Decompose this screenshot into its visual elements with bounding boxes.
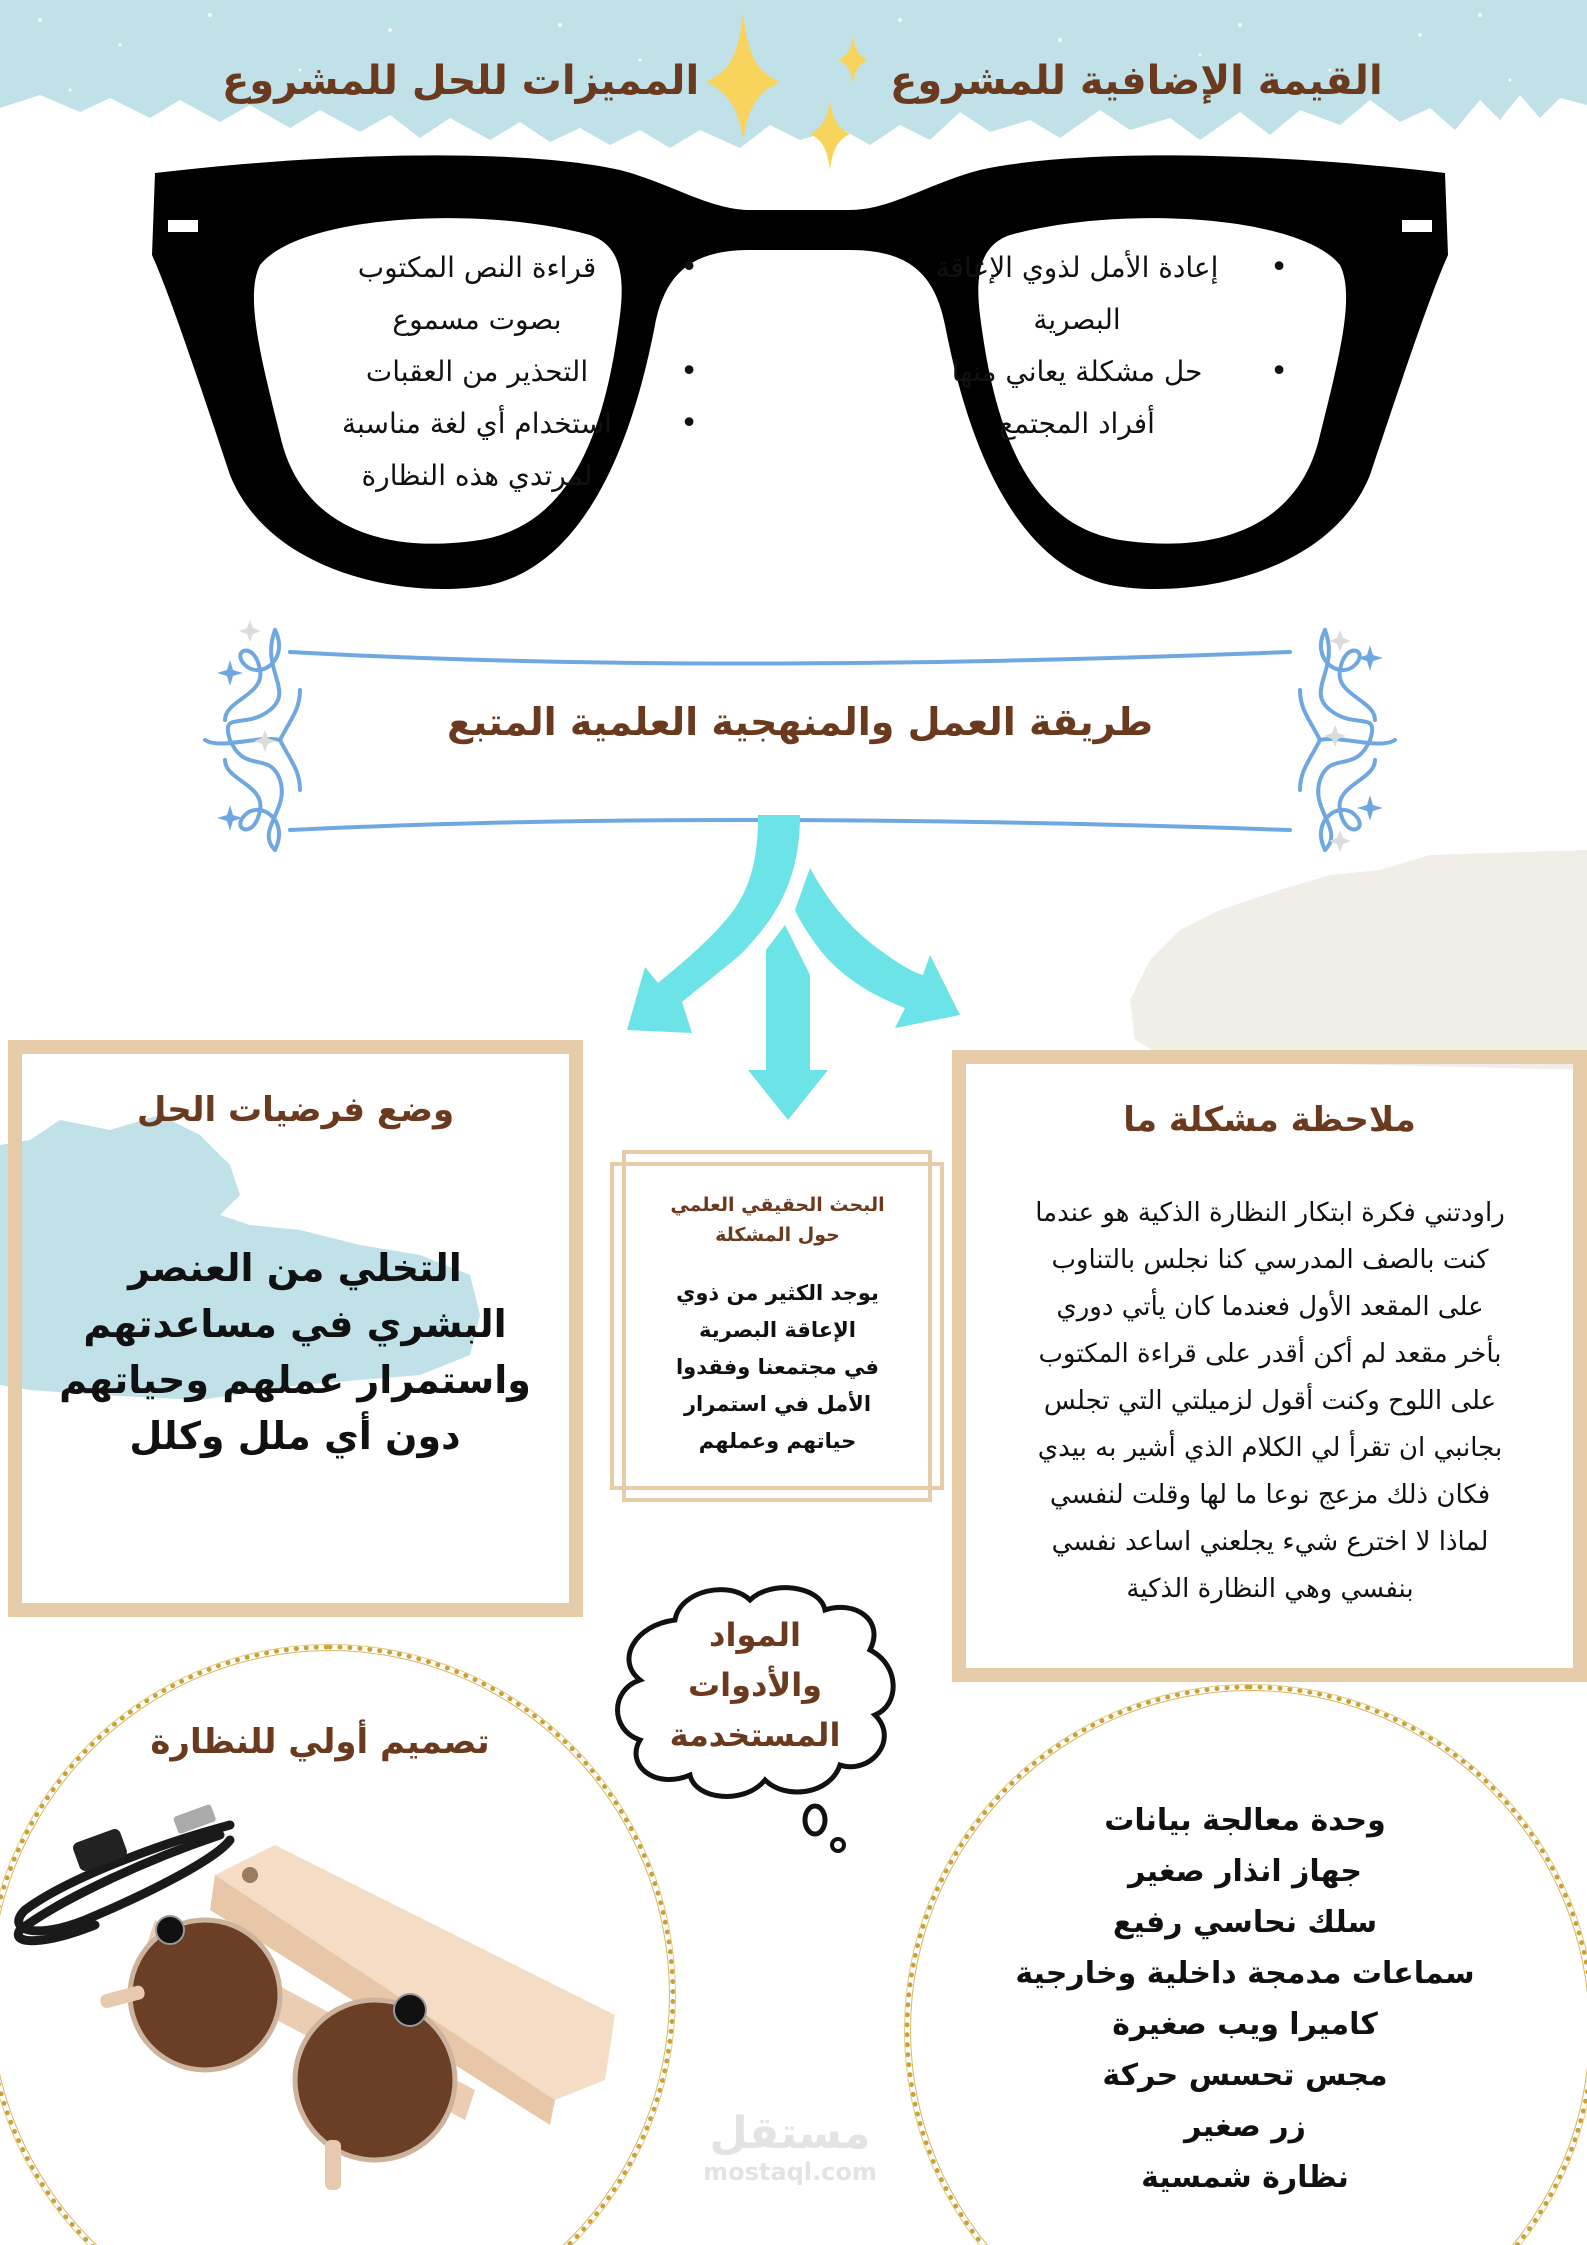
solution-features-title: المميزات للحل للمشروع [222, 58, 700, 104]
observation-body: راودتني فكرة ابتكار النظارة الذكية هو عندما كنت بالصف المدرسي كنا نجلس بالتناوب على المقعد الأول فعندما كان يأتي دوري بأخر مقعد لم أكن أقدر على قراءة المكتوب على اللوح وكنت أقول لزميلتي التي تجلس بجانبي ان تقرأ لي الكلام الذي أشير به بيدي فكان ذلك مزعج نوعا ما لها وقلت لنفسي لماذا لا اخترع شيء يجلعني اساعد نفسي بنفسي وهي النظارة الذكية [1035, 1198, 1505, 1604]
methodology-title: طريقة العمل والمنهجية العلمية المتبع [446, 700, 1154, 744]
left-lens-list [290, 242, 690, 502]
watermark-arabic: مستقل [709, 2108, 871, 2159]
hypothesis-body: التخلي من العنصر البشري في مساعدتهم واستمرار عملهم وحياتهم دون أي ملل وكلل [59, 1246, 531, 1458]
material-item: زر صغير [1184, 2109, 1306, 2144]
material-item: سماعات مدمجة داخلية وخارجية [1015, 1956, 1475, 1991]
materials-cloud-title: المواد والأدوات المستخدمة [669, 1616, 841, 1754]
added-value-item: • إعادة الأمل لذوي الإعاقة البصرية [900, 242, 1280, 346]
sparkles-icon [680, 10, 880, 170]
materials-list [940, 1795, 1550, 2203]
material-item: وحدة معالجة بيانات [1104, 1803, 1386, 1838]
feature-item: • التحذير من العقبات [290, 346, 690, 398]
watermark-latin: mostaql.com [703, 2158, 877, 2186]
research-title: البحث الحقيقي العلمي حول المشكلة [670, 1194, 885, 1246]
right-lens-list [900, 242, 1280, 450]
material-item: كاميرا ويب صغيرة [1112, 2007, 1378, 2042]
branching-arrows-icon [600, 815, 1000, 1135]
added-value-item: • حل مشكلة يعاني منها أفراد المجتمع [900, 346, 1280, 450]
material-item: جهاز انذار صغير [1127, 1854, 1363, 1889]
added-value-title: القيمة الإضافية للمشروع [890, 58, 1383, 104]
feature-item: • استخدام أي لغة مناسبة لمرتدي هذه النظارة [290, 398, 690, 502]
material-item: نظارة شمسية [1141, 2160, 1349, 2195]
feature-item: • قراءة النص المكتوب بصوت مسموع [290, 242, 690, 346]
hypothesis-title: وضع فرضيات الحل [136, 1090, 455, 1130]
observation-title: ملاحظة مشكلة ما [1123, 1100, 1416, 1140]
material-item: سلك نحاسي رفيع [1112, 1905, 1378, 1940]
design-title: تصميم أولي للنظارة [150, 1722, 490, 1762]
material-item: مجس تحسس حركة [1102, 2058, 1388, 2093]
smart-glasses-image [5, 1780, 625, 2190]
research-body: يوجد الكثير من ذوي الإعاقة البصرية في مجتمعنا وفقدوا الأمل في استمرار حياتهم وعملهم [675, 1281, 880, 1453]
watermark [690, 2110, 890, 2186]
